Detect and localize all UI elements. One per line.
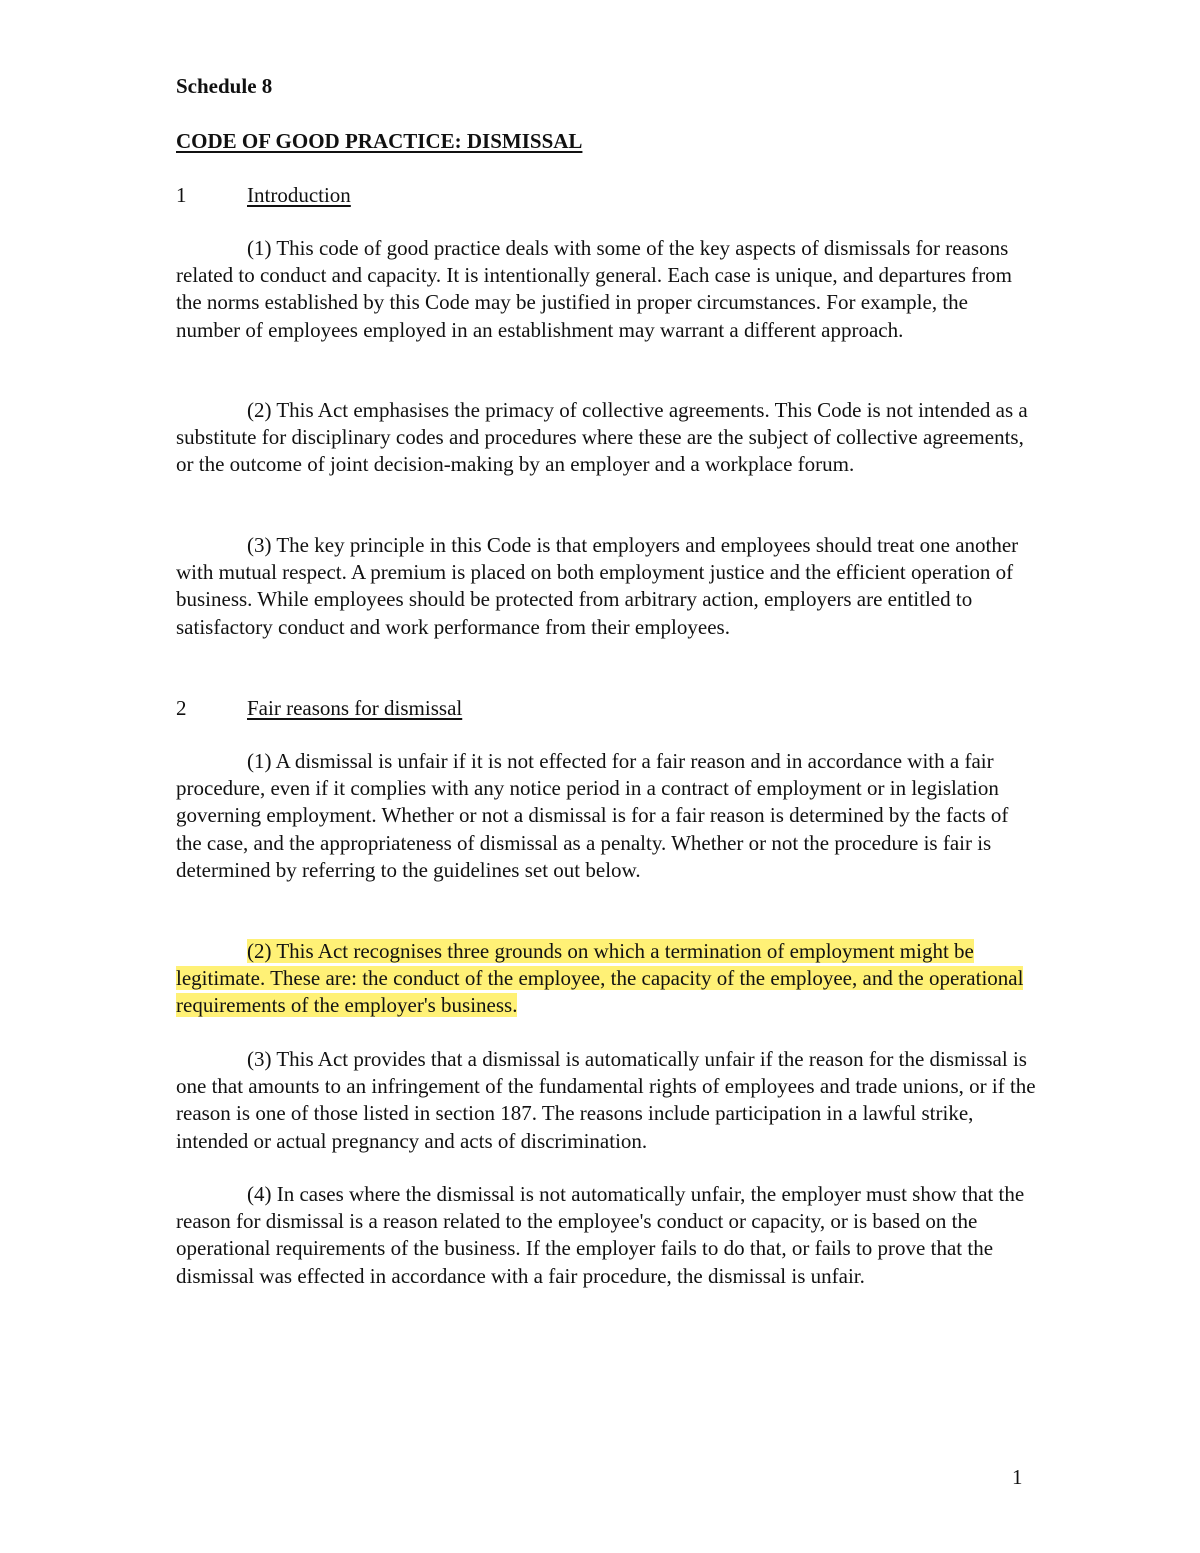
paragraph-2-1: (1) A dismissal is unfair if it is not effected for a fair reason and in accordance with a fair procedure, even if it complies with any notice period in a contract of employment or in legislation governing employment. Whether or not a dismissal is for a fair reason is determined by the facts of the case, and the appropriateness of dismissal as a penalty. Whether or not the procedure is fair is determined by referring to the guidelines set out below. (176, 749, 1009, 882)
paragraph-1-3: (3) The key principle in this Code is that employers and employees should treat one another with mutual respect. A premium is placed on both employment justice and the efficient operation of business. While employees should be protected from arbitrary action, employers are entitled to satisfactory conduct and work performance from their employees. (176, 533, 1019, 639)
section-title: Fair reasons for dismissal (247, 696, 463, 720)
section-heading-fair-reasons (176, 694, 462, 722)
paragraph-1-1: (1) This code of good practice deals with some of the key aspects of dismissals for reasons related to conduct and capacity. It is intentionally general. Each case is unique, and departures from the norms established by this Code may be justified in proper circumstances. For example, the number of employees employed in an establishment may warrant a different approach. (176, 236, 1012, 342)
page-number: 1 (1012, 1465, 1023, 1489)
section-title: Introduction (247, 183, 351, 207)
paragraph-2-3: (3) This Act provides that a dismissal is automatically unfair if the reason for the dismissal is one that amounts to an infringement of the fundamental rights of employees and trade unions, or if the reason is one of those listed in section 187. The reasons include participation in a lawful strike, intended or actual pregnancy and acts of discrimination. (176, 1047, 1036, 1153)
paragraph-1-2: (2) This Act emphasises the primacy of collective agreements. This Code is not intended as a substitute for disciplinary codes and procedures where these are the subject of collective agreements, or the outcome of joint decision-making by an employer and a workplace forum. (176, 398, 1028, 477)
schedule-label: Schedule 8 (176, 74, 273, 98)
section-heading-introduction (176, 181, 351, 209)
document-title: CODE OF GOOD PRACTICE: DISMISSAL (176, 129, 583, 153)
section-number: 1 (176, 183, 187, 207)
paragraph-2-2-highlighted (176, 938, 1036, 1020)
section-number: 2 (176, 696, 187, 720)
paragraph-2-4: (4) In cases where the dismissal is not automatically unfair, the employer must show that the reason for dismissal is a reason related to the employee's conduct or capacity, or is based on the operational requirements of the business. If the employer fails to do that, or fails to prove that the dismissal was effected in accordance with a fair procedure, the dismissal is unfair. (176, 1182, 1025, 1288)
highlighted-text: (2) This Act recognises three grounds on which a termination of employment might be legitimate. These are: the conduct of the employee, the capacity of the employee, and the operational requirements of the employer's business. (176, 939, 1024, 1018)
